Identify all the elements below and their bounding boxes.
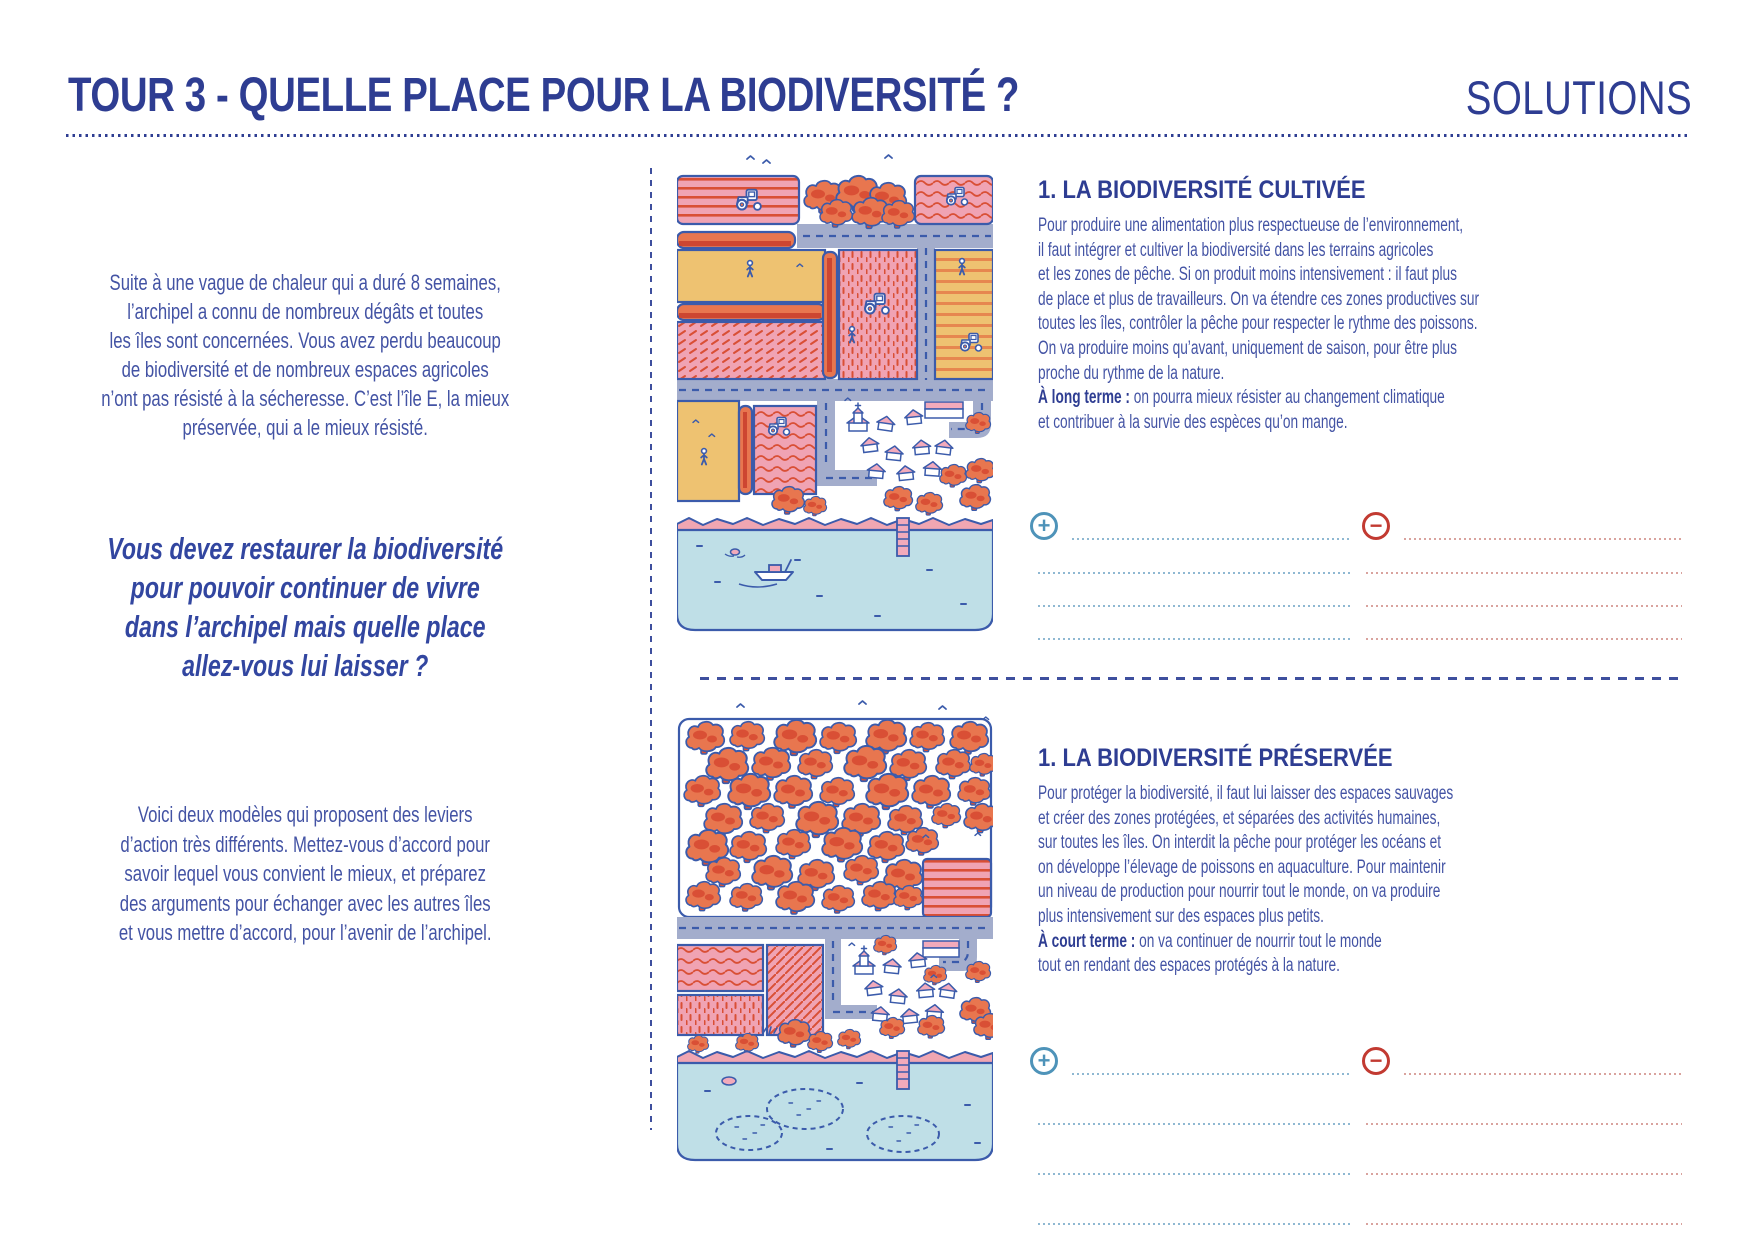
answer-line <box>1038 1223 1352 1225</box>
answer-line <box>1072 538 1352 540</box>
text-line: sur toutes les îles. On interdit la pêche pour protéger les océans et <box>1038 832 1442 854</box>
text-line: il faut intégrer et cultiver la biodiversité dans les terrains agricoles <box>1038 239 1434 261</box>
text-line: et vous mettre d’accord, pour l’avenir de l’archipel. <box>118 920 492 945</box>
text-line: on développe l’élevage de poissons en aquaculture. Pour maintenir <box>1038 856 1446 878</box>
text-line: savoir lequel vous convient le mieux, et préparez <box>124 861 486 886</box>
section-heading: 1. LA BIODIVERSITÉ CULTIVÉE <box>1038 176 1366 204</box>
section-body <box>1038 214 1513 435</box>
answer-line <box>1038 638 1352 640</box>
answer-line <box>1366 1123 1682 1125</box>
text-line: d’action très différents. Mettez-vous d’accord pour <box>120 831 490 857</box>
sea <box>677 1051 993 1160</box>
plus-icon: + <box>1030 512 1058 540</box>
text-line: On va produire moins qu’avant, uniquement de saison, pour être plus <box>1038 337 1458 359</box>
text-line: toutes les îles, contrôler la pêche pour respecter le rythme des poissons. <box>1038 313 1478 335</box>
forest <box>679 719 993 917</box>
minus-icon: − <box>1362 1047 1390 1075</box>
text-line: et les zones de pêche. Si on produit moins intensivement : il faut plus <box>1038 264 1458 286</box>
text-line: Vous devez restaurer la biodiversité <box>107 532 504 566</box>
term-line <box>1038 930 1513 955</box>
answer-line <box>1404 538 1682 540</box>
column-divider <box>650 168 652 1130</box>
section-heading: 1. LA BIODIVERSITÉ PRÉSERVÉE <box>1038 744 1393 772</box>
term-text: on pourra mieux résister au changement climatique <box>1129 387 1445 409</box>
answer-line <box>1366 572 1682 574</box>
answer-line <box>1038 605 1352 607</box>
text-line: Voici deux modèles qui proposent des leviers <box>137 802 473 827</box>
page-title: TOUR 3 - QUELLE PLACE POUR LA BIODIVERSITÉ ? <box>68 69 1020 122</box>
solutions-label: SOLUTIONS <box>1465 71 1692 124</box>
text-line: Pour produire une alimentation plus respectueuse de l’environnement, <box>1038 215 1464 236</box>
text-line: de biodiversité et de nombreux espaces agricoles <box>121 357 489 382</box>
answer-line <box>1038 1123 1352 1125</box>
intro-paragraph <box>62 268 548 442</box>
sea <box>677 518 993 630</box>
text-line: de place et plus de travailleurs. On va étendre ces zones productives sur <box>1038 288 1480 310</box>
text-line: préservée, qui a le mieux résisté. <box>182 415 428 440</box>
text-line: un niveau de production pour nourrir tout le monde, on va produire <box>1038 881 1441 903</box>
text-line: les îles sont concernées. Vous avez perdu beaucoup <box>109 328 501 353</box>
text-line: proche du rythme de la nature. <box>1038 362 1225 384</box>
term-label: À long terme : <box>1038 387 1130 409</box>
text-line: des arguments pour échanger avec les autres îles <box>119 890 491 916</box>
cultivated-island-map <box>677 152 993 634</box>
instructions-paragraph <box>62 800 548 948</box>
answer-line <box>1038 572 1352 574</box>
term-line <box>1038 386 1513 411</box>
text-line: allez-vous lui laisser ? <box>182 649 429 683</box>
section-separator <box>700 677 1685 680</box>
minus-icon: − <box>1362 512 1390 540</box>
text-line: Suite à une vague de chaleur qui a duré 8 semaines, <box>109 270 501 295</box>
term-line: et contribuer à la survie des espèces qu’on mange. <box>1038 411 1348 433</box>
term-text: on va continuer de nourrir tout le monde <box>1135 930 1382 952</box>
text-line: Pour protéger la biodiversité, il faut lui laisser des espaces sauvages <box>1038 783 1454 804</box>
text-line: l’archipel a connu de nombreux dégâts et toutes <box>127 299 484 324</box>
text-line: n’ont pas résisté à la sécheresse. C’est l’île E, la mieux <box>101 386 510 411</box>
answer-line <box>1366 1173 1682 1175</box>
answer-line <box>1072 1073 1352 1075</box>
text-line: pour pouvoir continuer de vivre <box>130 571 480 605</box>
preserved-island-map <box>677 699 993 1174</box>
plus-icon: + <box>1030 1047 1058 1075</box>
text-line: plus intensivement sur des espaces plus petits. <box>1038 905 1324 927</box>
answer-line <box>1366 605 1682 607</box>
term-label: À court terme : <box>1038 930 1136 952</box>
text-line: et créer des zones protégées, et séparées des activités humaines, <box>1038 807 1441 829</box>
answer-line <box>1038 1173 1352 1175</box>
callout-paragraph <box>62 530 548 686</box>
header-rule <box>66 134 1690 137</box>
term-line: tout en rendant des espaces protégés à la nature. <box>1038 955 1340 977</box>
answer-line <box>1366 638 1682 640</box>
answer-line <box>1404 1073 1682 1075</box>
answer-line <box>1366 1223 1682 1225</box>
section-body <box>1038 782 1513 979</box>
text-line: dans l’archipel mais quelle place <box>124 610 486 644</box>
